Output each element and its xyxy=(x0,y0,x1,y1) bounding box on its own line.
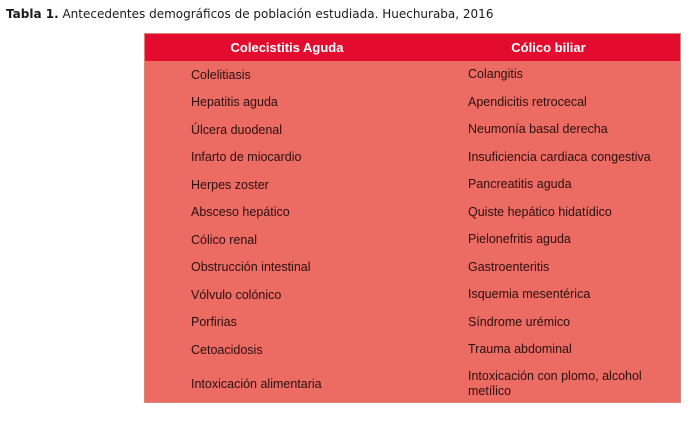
table-cell: Absceso hepático xyxy=(191,205,290,220)
table-row xyxy=(145,281,680,309)
caption-label: Tabla 1. xyxy=(6,7,59,21)
table-cell: Intoxicación alimentaria xyxy=(191,376,322,391)
table-header-row xyxy=(145,34,680,61)
table-cell: Úlcera duodenal xyxy=(191,122,283,137)
table-cell: Herpes zoster xyxy=(191,177,269,192)
table-row xyxy=(145,144,680,172)
table-cell: Infarto de miocardio xyxy=(191,150,302,165)
table-cell: Cólico renal xyxy=(191,232,258,247)
table-row xyxy=(145,364,680,404)
table-row xyxy=(145,61,680,89)
table-cell: Quiste hepático hidatídico xyxy=(468,204,612,219)
table-cell: Insuficiencia cardiaca congestiva xyxy=(468,149,651,164)
table-cell: Porfirias xyxy=(191,315,237,330)
header-cell-colecistitis: Colecistitis Aguda xyxy=(230,40,344,55)
table-cell: Colelitiasis xyxy=(191,67,251,82)
table-cell: Intoxicación con plomo, alcohol metílico xyxy=(468,368,642,398)
header-cell-colico-biliar: Cólico biliar xyxy=(511,40,586,55)
table-cell: Apendicitis retrocecal xyxy=(468,94,587,109)
table-row xyxy=(145,309,680,337)
table-row xyxy=(145,116,680,144)
table-cell: Pielonefritis aguda xyxy=(468,232,571,247)
table-row xyxy=(145,89,680,117)
table-cell: Neumonía basal derecha xyxy=(468,122,608,137)
table-cell: Gastroenteritis xyxy=(468,259,550,274)
table-row xyxy=(145,199,680,227)
table-cell: Pancreatitis aguda xyxy=(468,177,572,192)
table-body xyxy=(145,61,680,404)
caption-text: Antecedentes demográficos de población estudiada. Huechuraba, 2016 xyxy=(58,7,494,21)
table-cell: Obstrucción intestinal xyxy=(191,260,311,275)
differential-diagnosis-table xyxy=(144,33,681,403)
table-row xyxy=(145,254,680,282)
table-cell: Colangitis xyxy=(468,67,523,82)
table-row xyxy=(145,336,680,364)
table-cell: Síndrome urémico xyxy=(468,314,571,329)
table-cell: Hepatitis aguda xyxy=(191,95,278,110)
table-cell: Cetoacidosis xyxy=(191,342,263,357)
table-caption xyxy=(6,7,493,21)
table-cell: Trauma abdominal xyxy=(468,342,572,357)
table-cell: Vólvulo colónico xyxy=(191,287,282,302)
table-cell: Isquemia mesentérica xyxy=(468,287,591,302)
table-row xyxy=(145,226,680,254)
table-row xyxy=(145,171,680,199)
